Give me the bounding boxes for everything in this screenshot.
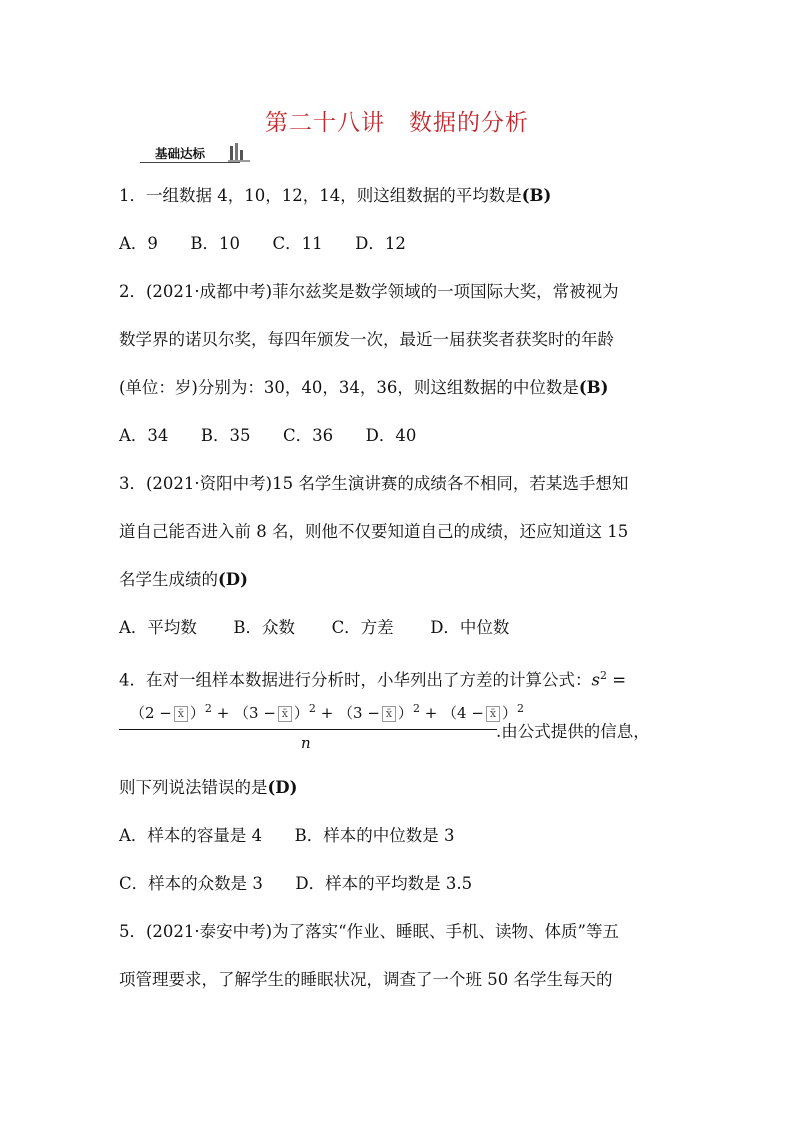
question-2-answer: (B) xyxy=(578,378,609,397)
xbar-placeholder-icon: x̄ xyxy=(486,706,500,722)
xbar-placeholder-icon: x̄ xyxy=(174,706,188,722)
option-c: C．样本的众数是 3 xyxy=(119,874,263,893)
term-3-exponent: 2 xyxy=(412,702,420,715)
option-b: B．35 xyxy=(200,426,251,445)
question-4-options-row-2 xyxy=(119,873,472,895)
term-2-exponent: 2 xyxy=(308,702,316,715)
option-b: B．10 xyxy=(190,234,241,253)
term-1-exponent: 2 xyxy=(204,702,212,715)
question-1-answer: (B) xyxy=(521,186,552,205)
question-3-options xyxy=(119,617,509,639)
question-2-options xyxy=(119,425,416,447)
option-a: A．平均数 xyxy=(119,618,197,637)
option-d: D．12 xyxy=(355,234,406,253)
question-4-line-1 xyxy=(119,665,626,692)
option-c: C．方差 xyxy=(331,618,394,637)
option-c: C．36 xyxy=(283,426,334,445)
xbar-placeholder-icon: x̄ xyxy=(278,706,292,722)
term-3-open: + （3 − xyxy=(320,704,380,722)
question-3-line-3 xyxy=(119,569,248,591)
question-4-line-3 xyxy=(119,777,297,799)
term-3-close: ） xyxy=(397,704,413,722)
formula-numerator xyxy=(130,702,524,723)
term-1-close: ） xyxy=(189,704,205,722)
term-2-open: + （3 − xyxy=(216,704,276,722)
question-3-line-1: 3．(2021·资阳中考)15 名学生演讲赛的成绩各不相同，若某选手想知 xyxy=(119,474,629,493)
formula-equals: = xyxy=(606,670,627,690)
section-underline xyxy=(140,162,240,163)
question-4-stem-2: 则下列说法错误的是 xyxy=(119,778,268,797)
question-2-line-3 xyxy=(119,377,608,399)
section-icon xyxy=(228,142,250,162)
option-d: D．样本的平均数是 3.5 xyxy=(295,874,473,893)
option-b: B．众数 xyxy=(233,618,296,637)
question-3-answer: (D) xyxy=(218,570,248,589)
formula-tail: .由公式提供的信息， xyxy=(496,722,650,741)
formula-lhs: s xyxy=(591,670,600,690)
question-4-stem: 4．在对一组样本数据进行分析时，小华列出了方差的计算公式： xyxy=(119,670,592,690)
question-2-stem: (单位：岁)分别为：30，40，34，36，则这组数据的中位数是 xyxy=(119,378,579,397)
term-2-close: ） xyxy=(293,704,309,722)
page-title: 第二十八讲 数据的分析 xyxy=(265,110,529,136)
option-a: A．样本的容量是 4 xyxy=(119,826,263,845)
option-b: B．样本的中位数是 3 xyxy=(294,826,455,845)
term-4-open: + （4 − xyxy=(424,704,484,722)
xbar-placeholder-icon: x̄ xyxy=(382,706,396,722)
question-2-line-1: 2．(2021·成都中考)菲尔兹奖是数学领域的一项国际大奖，常被视为 xyxy=(119,282,619,301)
option-d: D．40 xyxy=(365,426,417,445)
question-4-answer: (D) xyxy=(267,778,298,797)
question-3-line-2: 道自己能否进入前 8 名，则他不仅要知道自己的成绩，还应知道这 15 xyxy=(119,522,629,541)
question-5-line-1: 5．(2021·泰安中考)为了落实“作业、睡眠、手机、读物、体质”等五 xyxy=(119,922,619,941)
option-a: A．9 xyxy=(119,234,158,253)
option-c: C．11 xyxy=(272,234,323,253)
question-3-stem: 名学生成绩的 xyxy=(119,570,218,589)
question-1-options xyxy=(119,233,406,255)
term-1-open: （2 − xyxy=(130,704,172,722)
question-2-line-2: 数学界的诺贝尔奖，每四年颁发一次，最近一届获奖者获奖时的年龄 xyxy=(119,330,614,349)
question-4-options-row-1 xyxy=(119,825,455,847)
question-1-stem: 1．一组数据 4，10，12，14，则这组数据的平均数是 xyxy=(119,186,522,205)
question-5-line-2: 项管理要求，了解学生的睡眠状况，调查了一个班 50 名学生每天的 xyxy=(119,970,613,989)
question-1 xyxy=(119,185,551,207)
term-4-close: ） xyxy=(501,704,517,722)
formula-denominator: n xyxy=(301,734,311,752)
option-d: D．中位数 xyxy=(430,618,510,637)
formula-lhs-exponent: 2 xyxy=(599,669,607,682)
section-label: 基础达标 xyxy=(155,146,206,161)
option-a: A．34 xyxy=(119,426,169,445)
term-4-exponent: 2 xyxy=(516,702,524,715)
fraction-bar xyxy=(119,729,497,730)
